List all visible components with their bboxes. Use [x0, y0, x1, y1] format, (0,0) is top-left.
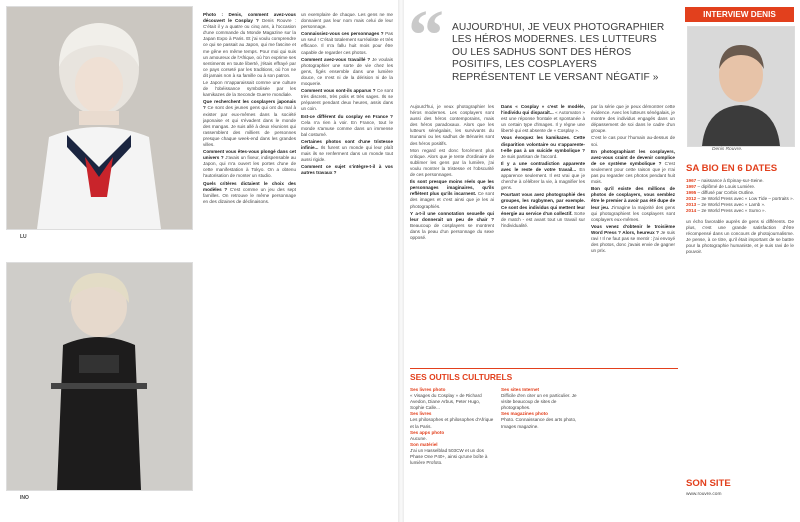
column-5-paragraph: En photographiant les cosplayers, avez-vous craint de devenir complice de ce système symbolique ? C'est seulement pour cette raison que je n'ai pas pu regarder ces photos pendant huit mois.	[591, 148, 675, 185]
quote-mark-icon: “	[408, 0, 444, 75]
column-2-paragraph: Comment ce sujet s'intègre-t-il à vos autres travaux ?	[301, 164, 393, 176]
bio-title: SA BIO EN 6 DATES	[686, 163, 778, 174]
bio-item: 2012 – 3e World Press avec « Low Tide – portraits ».	[686, 196, 794, 202]
outils-column-2: Ses sites Internet Difficile d'en citer un en particulier. Je visite beaucoup de sites de photographes. Ses magazines photo Photo. Connaissance des arts photo, Images magazine.	[501, 387, 577, 429]
interview-banner: INTERVIEW DENIS	[685, 7, 794, 22]
bio-item: 1995 – diffusé par Corbis Outline.	[686, 190, 755, 196]
column-2-paragraph: Comment avez-vous travaillé ? Je voulais photographier une sorte de vie chez les gens, figés ensemble dans une lumière douce, ce n'est ni de la dérision ni de la moquerie.	[301, 56, 393, 87]
portrait-illustration	[688, 27, 794, 146]
column-2-paragraph: Connaissiez-vous ces personnages ? Pas un seul ! C'était totalement surréaliste et très efficace. Il m'a fallu huit mois pour être capable de regarder ces photos.	[301, 31, 393, 55]
column-5-paragraph: Bon qu'il existe des millions de photos de cosplayers, vous semblez être le premier à avoir pas été dupe de leur jeu. J'imagine la majorité des gens qui photographient les cosplayers sont cosplayers eux-mêmes.	[591, 186, 675, 222]
photo-caption-lu: LU	[20, 234, 27, 240]
column-4-paragraph: Il y a une contradiction apparente avec le reste de votre travail... En apparence seulement. Il est vrai que je cherche à célébrer la vie, à magnifier les gens.	[501, 160, 585, 191]
column-2-paragraph: Certaines photos sont d'une tristesse infinie... Ils furent un monde qui leur plaît mais ils se renferment dans un monde tout aussi rigide.	[301, 138, 393, 163]
column-3-paragraph: Mon regard est donc forcément plus critique. Alors que je tente d'ordinaire de sublimer les gens par la lumière, j'ai voulu montrer la tristesse et l'obscurité de ces personnages.	[410, 147, 494, 178]
column-3-paragraph: Y a-t-il une connotation sexuelle qui leur donnerait un peu de chair ? Beaucoup de cosplayers se montrent dans la peau d'un personnage du sexe opposé.	[410, 210, 494, 240]
cosplayer-photo-lu	[6, 6, 193, 230]
bio-item: 1997 – diplômé de Louis Lumière.	[686, 184, 756, 190]
pull-quote: AUJOURD'HUI, JE VEUX PHOTOGRAPHIER LES HÉROS MODERNES. LES LUTTEURS OU LES SADHUS SONT DES HÉROS POSITIFS, LES COSPLAYERS REPRÉSENTENT LE VERSANT NÉGATIF »	[452, 22, 665, 83]
cosplayer-photo-ino	[6, 262, 193, 491]
site-title: SON SITE	[686, 478, 731, 489]
column-4-paragraph: Pourtant vous avez photographié des groupes, les rugbymen, par exemple. Ce sont des individus qui mettent leur énergie au service d'un collectif. Sorte de match - est avant tout un travail sur l'individualité.	[501, 192, 585, 228]
column-1-paragraph: Photo : Denis, comment avez-vous découvert le Cosplay ? Denis Rouvre : C'était il y a quatre ou cinq ans, à l'occasion d'une commande du Monde Magazine sur la Japan Expo à Paris. Et j'ai voulu comprendre ce qui se passait au Japon, qui me fascine et me gêne en même temps. Pour moi qui suis un amoureux de l'Afrique, où l'on exprime ses sentiments en toute liberté, j'étais effrayé par ce pays corseté par les traditions, où l'on ne dit jamais non à sa famille ou à son patron.	[203, 12, 296, 78]
article-column-4	[501, 104, 585, 364]
column-4-paragraph: Dans « Cosplay » c'est le modèle, l'individu qui disparaît... « Automaton » est une réponse frontale et spontanée à un certain type d'images. Il y règne une liberté qui est absente de « Cosplay ».	[501, 104, 585, 134]
article-column-2	[301, 12, 393, 517]
outils-title: SES OUTILS CULTURELS	[410, 372, 513, 382]
column-2-paragraph: Comment vous sont-ils apparus ? Ce sont très discrets, très polis et très sages. Ils se préparent pendant deux heures, assis dans un coin.	[301, 88, 393, 112]
column-2-paragraph: un exemplaire de chaque. Les gens ne me donnaient pas leur nom mais celui de leur personnage.	[301, 12, 393, 30]
bio-item: 1967 – naissance à Épinay-sur-Seine.	[686, 178, 764, 183]
column-3-paragraph: Ils sont presque moins réels que les personnages imaginaires, qu'ils reflètent plus qu'ils incarnent. Ce sont des images et c'est ainsi que je les ai photographiés.	[410, 179, 494, 209]
bio-list	[686, 178, 794, 255]
column-3-paragraph: Aujourd'hui, je veux photographier les héros modernes. Les cosplayers sont aussi des héros contemporains, mais des héros paradoxaux. Alors que les lutteurs sénégalais, les survivants du tsunami ou les sadhus de Bénarès sont des héros positifs.	[410, 104, 494, 146]
photo-caption-ino: INO	[20, 495, 29, 501]
outils-culturels-box	[410, 372, 678, 514]
column-5-paragraph: par la série que je peux démontrer cette évidence. Avec les lutteurs sénégalais, je montre des individus engagés dans un dépassement de soi dans le cadre d'un groupe.	[591, 104, 675, 134]
site-link[interactable]: www.rouvre.com	[686, 492, 722, 497]
article-column-3	[410, 12, 494, 364]
outils-column-1: Ses livres photo « Visages du Cosplay » de Richard Avedon, Diane Arbus, Peter Hugo, Sophie Calle... Ses livres Les philosophes et philosophes d'Afrique et la Paris. Ses apps photo Aucune. Son matériel J'ai un Hasselblad 503CW et un dos Phase One P40+, ainsi qu'une boîte à lumière Profoto.	[410, 387, 494, 466]
cosplayer-lu-illustration	[7, 7, 192, 229]
column-1-paragraph: Comment vous êtes-vous plongé dans cet univers ? J'avais un fixeur, indispensable au Japon, qui m'a ouvert les portes d'une de cette manifestation à Tokyo. On a obtenu l'autorisation de monter un studio.	[203, 149, 296, 179]
article-column-1	[203, 12, 296, 517]
cosplayer-ino-illustration	[7, 263, 192, 490]
bio-item: 2013 – 2e World Press avec « Lamb ».	[686, 202, 766, 208]
bio-item: 2014 – 2e World Press avec « Sumo ».	[686, 208, 766, 214]
page-fold	[398, 0, 404, 522]
column-1-paragraph: Quels critères dictaient le choix des modèles ? C'est comme un jeu des sept familles. On retrouve le même personnage en des dizaines de déclinaisons.	[203, 180, 296, 204]
quote-spacer	[410, 12, 494, 104]
outils-divider	[410, 368, 678, 369]
bio-text: un écho favorable auprès de gens si différents. De plus, c'est une grande satisfaction d'être récompensé dans un concours de photojournalisme. Je pense, à ce titre, qu'il était important de se battre pour la photographie humaniste, et je suis ravi de le pouvoir.	[686, 218, 794, 255]
column-5-paragraph: Vous venez d'obtenir le troisième Word Press ? Alors, heureux ? Je suis ravi ! Il ne faut pas se mentir : j'ai envoyé des photos, donc j'avais envie de gagner un prix.	[591, 223, 675, 254]
column-1-paragraph: Que recherchent les cosplayers japonais ? Ce sont des jeunes gens qui ont du mal à exister par eux-mêmes dans la société japonaise et qui s'évadent dans le monde des mangas. Je suis allé à deux réunions qui rassemblent des milliers de personnes presque chaque week-end dans les grandes villes.	[203, 99, 296, 147]
column-1-paragraph: Le Japon m'apparaissait comme une culture de l'obéissance symbolisée par les kamikazes de la Seconde Guerre mondiale.	[203, 80, 296, 98]
portrait-caption: Denis Rouvre.	[712, 147, 743, 152]
column-5-paragraph: C'est le cas pour l'humain au-dessus de soi.	[591, 135, 675, 147]
portrait-photo	[687, 26, 795, 147]
column-2-paragraph: Est-ce différent du cosplay en France ? Cela n'a rien à voir. En France, tout le monde s'amuse comme dans un immense bal costumé.	[301, 113, 393, 137]
column-4-paragraph: Vous évoquez les kamikazes. Cette disparition volontaire ou s'apparente-t-elle pas à un suicide symbolique ? Je suis partisan de l'accord.	[501, 135, 585, 159]
